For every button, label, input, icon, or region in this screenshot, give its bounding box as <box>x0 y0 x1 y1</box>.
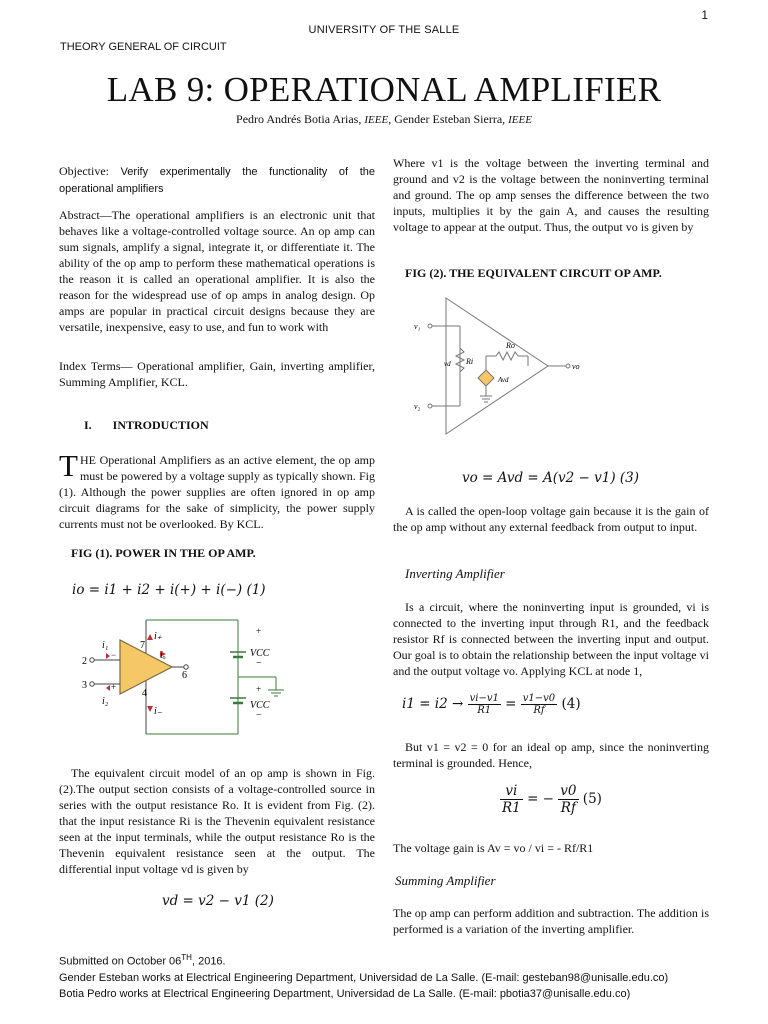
author-1-affiliation: IEEE <box>364 114 389 126</box>
vcc2-label: VCC <box>250 700 270 711</box>
ideal-paragraph: But v1 = v2 = 0 for an ideal op amp, since the noninverting terminal is grounded. Hence, <box>393 740 709 770</box>
fig2-caption: FIG (2). THE EQUIVALENT CIRCUIT OP AMP. <box>405 266 662 280</box>
section-number: I. <box>84 418 92 432</box>
eq4-den2: Rf <box>533 705 545 716</box>
author-2-affiliation: IEEE <box>508 114 532 126</box>
label-vd: vd <box>444 360 451 368</box>
eq4-number: (4) <box>561 696 581 712</box>
university-header: UNIVERSITY OF THE SALLE <box>308 24 460 36</box>
section-heading <box>84 418 209 433</box>
equation-2: vd = v2 − v1 (2) <box>162 893 274 909</box>
submitted-line: Submitted on October 06TH, 2016. <box>59 953 226 968</box>
eq5-number: (5) <box>582 791 602 807</box>
label-iminus: i₋ <box>154 706 163 717</box>
vcc1-plus: + <box>256 626 262 636</box>
label-i1: i₁ <box>102 640 109 651</box>
objective-text: Verify experimentally the functionality of the operational amplifiers <box>59 166 375 195</box>
voltage-gain-line: The voltage gain is Av = vo / vi = - Rf/R1 <box>393 841 594 855</box>
eq5-den1: R1 <box>502 800 521 816</box>
eq5-num1: vi <box>500 783 523 800</box>
svg-text:+: + <box>111 682 117 692</box>
vcc1-label: VCC <box>250 648 270 659</box>
gain-paragraph: A is called the open-loop voltage gain because it is the gain of the op amp without any external feedback from output to input. <box>393 504 709 534</box>
eq5-num2: v0 <box>560 783 577 799</box>
section-title: INTRODUCTION <box>112 418 209 432</box>
where-paragraph: Where v1 is the voltage between the inverting terminal and ground and v2 is the voltage between the noninverting terminal and ground. The op amp senses the difference between the two inputs, multiplies it by the gain A, and causes the resulting voltage to appear at the output. Thus, the output vo is given by <box>393 156 709 234</box>
eq4-den1: R1 <box>477 705 492 716</box>
eq4-lhs: i1 = i2 → <box>402 696 464 712</box>
opamp-outline <box>446 298 548 434</box>
node-7: 7 <box>140 640 145 651</box>
eq4-num1: vi−v1 <box>469 693 499 704</box>
label-iplus: i₊ <box>154 631 163 642</box>
inverting-amplifier-heading: Inverting Amplifier <box>405 566 505 581</box>
introduction <box>59 448 375 532</box>
objective-label: Objective: <box>59 164 109 178</box>
svg-text:−: − <box>111 650 117 660</box>
inverting-paragraph: Is a circuit, where the noninverting input is grounded, vi is connected to the inverting input through R1, and the feedback resistor Rf is connected between the inverting input and output. Our goal is to obtain the relationship between the input voltage vi and the output voltage vo. Applying KCL at node 1, <box>393 600 709 678</box>
course-header: THEORY GENERAL OF CIRCUIT <box>60 41 227 53</box>
summing-paragraph: The op amp can perform addition and subtraction. The addition is performed is a variation of the inverting amplifier. <box>393 906 709 936</box>
author-note-esteban: Gender Esteban works at Electrical Engineering Department, Universidad de La Salle. (E-mail: gesteban98@unisalle.edu.co) <box>59 971 669 984</box>
label-v2: v₂ <box>414 402 421 411</box>
fig1-caption: FIG (1). POWER IN THE OP AMP. <box>71 546 256 560</box>
equation-3: vo = Avd = A(v2 − v1) (3) <box>462 470 640 486</box>
label-vo: vo <box>572 362 580 371</box>
index-terms: Index Terms— Operational amplifier, Gain, inverting amplifier, Summing Amplifier, KCL. <box>59 359 375 389</box>
authors <box>0 112 768 127</box>
fig1-circuit-diagram <box>80 612 300 744</box>
eq5-equals: = − <box>527 791 554 807</box>
abstract: Abstract—The operational amplifiers is an electronic unit that behaves like a voltage-controlled voltage source. An op amp can sum signals, amplify a signal, integrate it, or differentiate it. The ability of the op amp to perform these mathematical operations is the reason it is called an operational amplifier. It is also the reason for the widespread use of op amps in analog design. Op amps are popular in practical circuit designs because they are versatile, inexpensive, easy to use, and fun to work with <box>59 208 375 334</box>
eq4-num2: v1−v0 <box>522 693 556 704</box>
footer-notes <box>59 950 668 1002</box>
node-2: 2 <box>82 656 87 667</box>
paper-title: LAB 9: OPERATIONAL AMPLIFIER <box>106 70 662 109</box>
objective <box>59 163 375 197</box>
page-number: 1 <box>701 8 708 22</box>
equation-4 <box>402 693 581 716</box>
label-i2: i₂ <box>102 696 109 707</box>
summing-amplifier-heading: Summing Amplifier <box>395 873 496 888</box>
author-note-botia: Botia Pedro works at Electrical Engineering Department, Universidad de La Salle. (E-mail: pbotia37@unisalle.edu.co) <box>59 987 631 1000</box>
equivalent-circuit-paragraph: The equivalent circuit model of an op amp is shown in Fig. (2).The output section consists of a voltage-controlled source in series with the output resistance Ro. It is evident from Fig. (2). that the input resistance Ri is the Thevenin equivalent resistance seen at the input terminals, while the output resistance Ro is the Thevenin equivalent resistance seen at the output. The differential input voltage vd is given by <box>59 766 375 876</box>
node-3: 3 <box>82 680 87 691</box>
label-io: iₒ <box>160 650 166 661</box>
label-ro: Ro <box>506 341 515 350</box>
label-v1: v₁ <box>414 322 421 331</box>
equation-5 <box>500 783 602 816</box>
equation-1: io = i1 + i2 + i(+) + i(−) (1) <box>72 582 266 598</box>
fig2-equivalent-circuit <box>410 292 590 440</box>
node-4: 4 <box>142 688 147 699</box>
author-1: Pedro Andrés Botia Arias, <box>236 112 362 126</box>
vcc1-minus: − <box>256 658 262 669</box>
drop-cap: T <box>59 448 78 483</box>
eq4-equals: = <box>505 696 517 712</box>
intro-text: HE Operational Amplifiers as an active element, the op amp must be powered by a voltage supply as typically shown. Fig (1). Although the power supplies are often ignored in op amp circuit diagrams for the sake of simplicity, the power supply currents must not be overlooked. By KCL. <box>59 453 375 531</box>
vcc2-minus: − <box>256 710 262 721</box>
eq5-den2: Rf <box>560 800 576 816</box>
node-6: 6 <box>182 670 187 681</box>
label-avd: Avd <box>498 376 509 384</box>
author-2: , Gender Esteban Sierra, <box>388 112 506 126</box>
vcc2-plus: + <box>256 684 262 694</box>
label-ri: Ri <box>466 357 474 366</box>
